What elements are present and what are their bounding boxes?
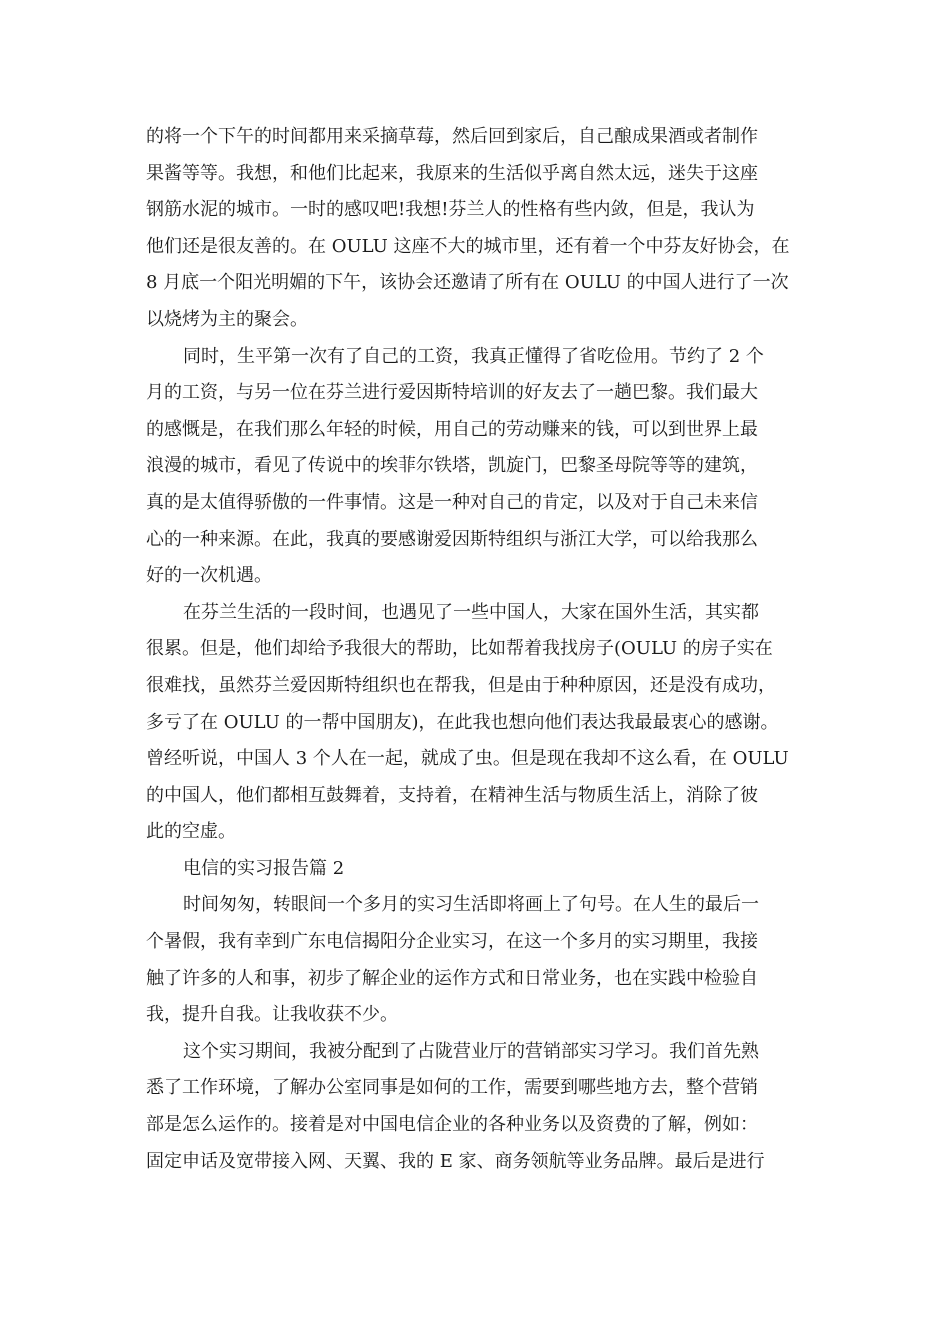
text-line: 时间匆匆，转眼间一个多月的实习生活即将画上了句号。在人生的最后一 bbox=[183, 894, 759, 916]
text-line: 心的一种来源。在此，我真的要感谢爱因斯特组织与浙江大学，可以给我那么 bbox=[146, 528, 758, 550]
text-line: 同时，生平第一次有了自己的工资，我真正懂得了省吃俭用。节约了 2 个 bbox=[183, 345, 764, 367]
text-line: 很难找，虽然芬兰爱因斯特组织也在帮我，但是由于种种原因，还是没有成功， bbox=[146, 674, 776, 696]
text-line: 多亏了在 OULU 的一帮中国朋友)，在此我也想向他们表达我最最衷心的感谢。 bbox=[146, 711, 779, 733]
text-line: 悉了工作环境，了解办公室同事是如何的工作，需要到哪些地方去，整个营销 bbox=[146, 1077, 758, 1099]
text-line: 的中国人，他们都相互鼓舞着，支持着，在精神生活与物质生活上，消除了彼 bbox=[146, 784, 758, 806]
text-line: 的感慨是，在我们那么年轻的时候，用自己的劳动赚来的钱，可以到世界上最 bbox=[146, 418, 758, 440]
text-line: 8 月底一个阳光明媚的下午，该协会还邀请了所有在 OULU 的中国人进行了一次 bbox=[146, 272, 789, 294]
paragraph bbox=[146, 595, 806, 851]
text-line: 真的是太值得骄傲的一件事情。这是一种对自己的肯定，以及对于自己未来信 bbox=[146, 491, 758, 513]
text-line: 以烧烤为主的聚会。 bbox=[146, 308, 308, 330]
text-line: 月的工资，与另一位在芬兰进行爱因斯特培训的好友去了一趟巴黎。我们最大 bbox=[146, 382, 758, 404]
text-line: 部是怎么运作的。接着是对中国电信企业的各种业务以及资费的了解，例如： bbox=[146, 1114, 758, 1136]
text-line: 钢筋水泥的城市。一时的感叹吧!我想!芬兰人的性格有些内敛，但是，我认为 bbox=[146, 199, 755, 221]
text-line: 他们还是很友善的。在 OULU 这座不大的城市里，还有着一个中芬友好协会，在 bbox=[146, 235, 790, 257]
text-line: 好的一次机遇。 bbox=[146, 565, 272, 587]
text-line: 固定申话及宽带接入网、天翼、我的 E 家、商务领航等业务品牌。最后是进行 bbox=[146, 1150, 765, 1172]
paragraph bbox=[146, 119, 806, 339]
text-line: 果酱等等。我想，和他们比起来，我原来的生活似乎离自然太远，迷失于这座 bbox=[146, 162, 758, 184]
paragraph bbox=[146, 887, 806, 1033]
text-line: 此的空虚。 bbox=[146, 821, 236, 843]
text-line: 触了许多的人和事，初步了解企业的运作方式和日常业务，也在实践中检验自 bbox=[146, 967, 758, 989]
text-line: 的将一个下午的时间都用来采摘草莓，然后回到家后，自己酿成果酒或者制作 bbox=[146, 126, 758, 147]
text-line: 很累。但是，他们却给予我很大的帮助，比如帮着我找房子(OULU 的房子实在 bbox=[146, 638, 773, 660]
paragraph bbox=[146, 851, 806, 888]
paragraph bbox=[146, 1034, 806, 1180]
text-line: 在芬兰生活的一段时间，也遇见了一些中国人，大家在国外生活，其实都 bbox=[183, 601, 759, 623]
text-line: 浪漫的城市，看见了传说中的埃菲尔铁塔，凯旋门，巴黎圣母院等等的建筑， bbox=[146, 455, 758, 477]
text-line: 个暑假，我有幸到广东电信揭阳分企业实习，在这一个多月的实习期里，我接 bbox=[146, 931, 758, 953]
paragraph bbox=[146, 339, 806, 595]
text-line: 曾经听说，中国人 3 个人在一起，就成了虫。但是现在我却不这么看，在 OULU bbox=[146, 748, 789, 770]
text-line: 我，提升自我。让我收获不少。 bbox=[146, 1004, 398, 1026]
text-line: 这个实习期间，我被分配到了占陇营业厅的营销部实习学习。我们首先熟 bbox=[183, 1040, 759, 1062]
text-line: 电信的实习报告篇 2 bbox=[183, 857, 345, 879]
document-body bbox=[146, 119, 806, 1180]
